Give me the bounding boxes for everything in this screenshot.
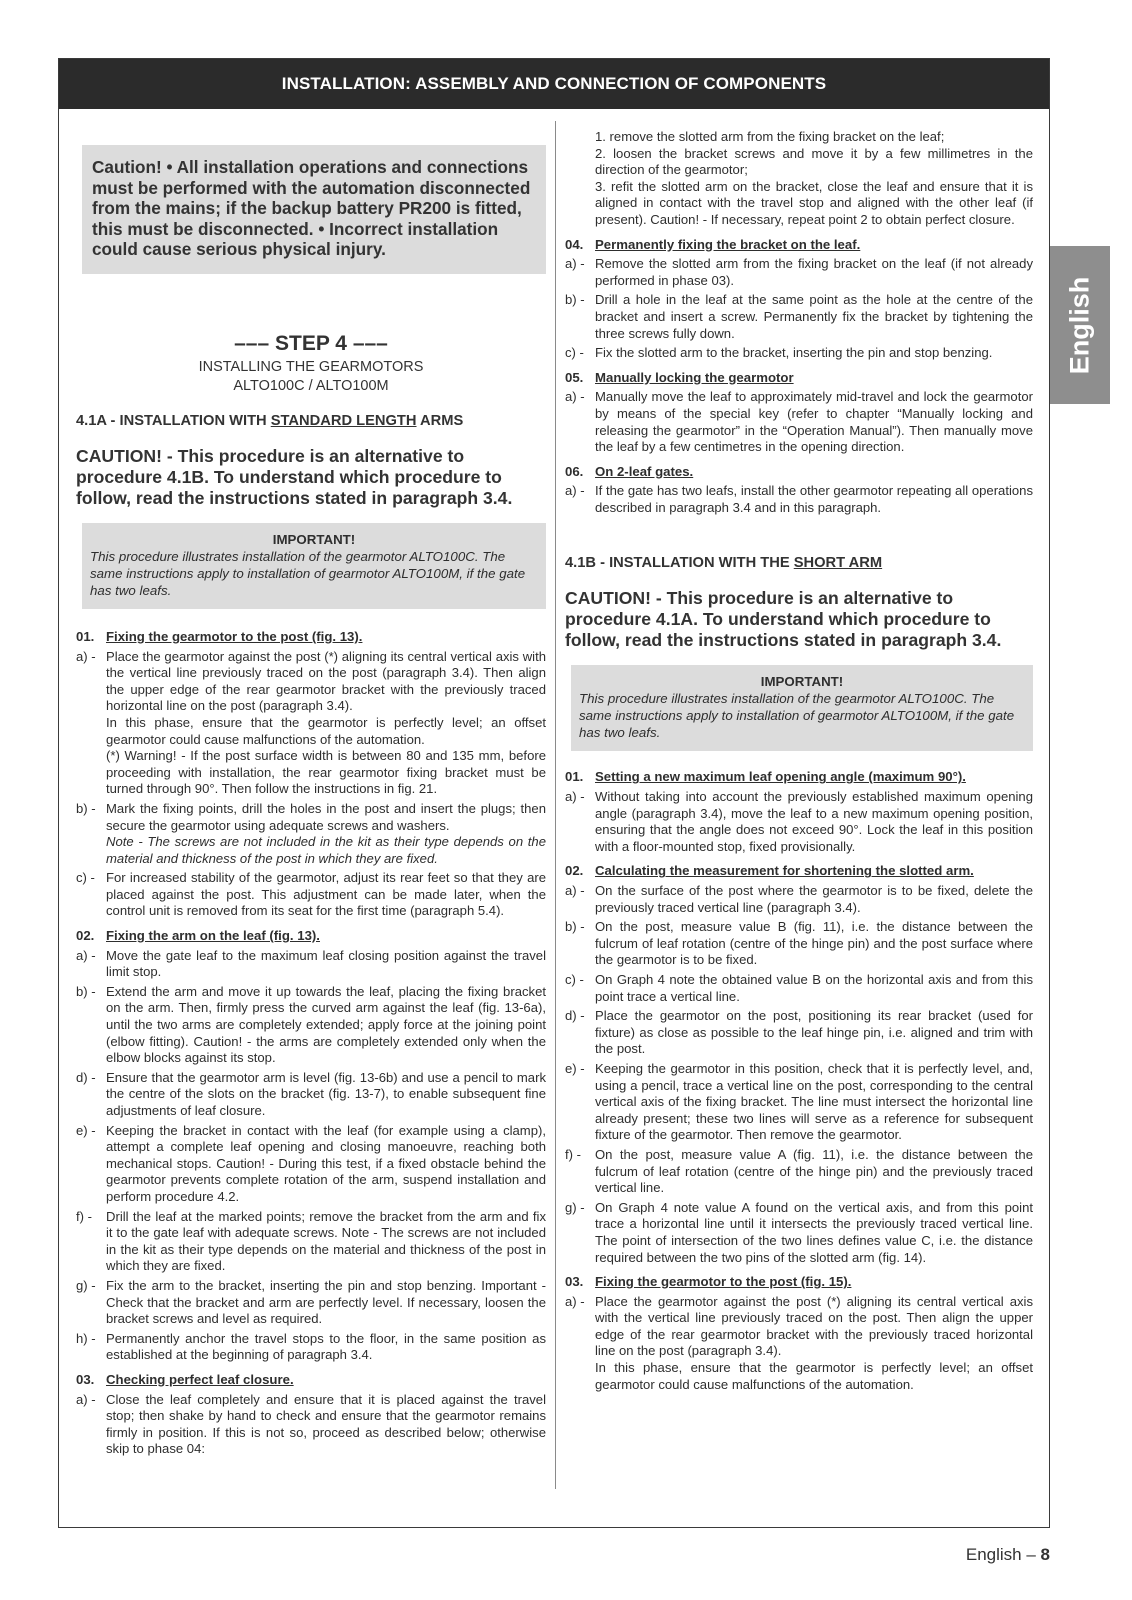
closure-steps: 1. remove the slotted arm from the fixing bracket on the leaf; 2. loosen the bracket screws and move it by a few millimetres in the direction of the gearmotor; 3. refit the slotted arm on the bracket, close the leaf and ensure that it is aligned in contact with the travel stop and aligned with the other leaf (if present). Caution! - If necessary, repeat point 2 to obtain perfect closure. [595,129,1033,227]
list-item: h) - Permanently anchor the travel stops to the floor, in the same position as established at the beginning of paragraph 3.4. [76,1330,546,1363]
phase-heading: 01. Fixing the gearmotor to the post (fig. 13). [76,628,363,644]
list-item: a) - Move the gate leaf to the maximum leaf closing position against the travel limit stop. [76,947,546,980]
list-item: b) - On the post, measure value B (fig. 11), i.e. the distance between the fulcrum of leaf rotation (centre of the hinge pin) and the post surface where the gearmotor is to be fixed. [565,919,1033,968]
list-item: c) - For increased stability of the gearmotor, adjust its rear feet so that they are placed against the post. This adjustment can be made later, when the control unit is removed from its seat for the first time (paragraph 5.4). [76,870,546,919]
page-number: 8 [1040,1545,1050,1564]
important-body: This procedure illustrates installation of the gearmotor ALTO100C. The same instructions apply to installation of gearmotor ALTO100M, if the gate has two leafs. [579,691,1015,741]
section-header: INSTALLATION: ASSEMBLY AND CONNECTION OF COMPONENTS [59,59,1049,109]
language-tab [1050,246,1110,404]
list-item: a) - Remove the slotted arm from the fixing bracket on the leaf (if not already performed in phase 03). [565,256,1033,288]
list-item: b) - Drill a hole in the leaf at the same point as the hole at the centre of the bracket and insert a screw. Permanently fix the bracket by tightening the three screws fully down. [565,292,1033,341]
phase-heading: 01. Setting a new maximum leaf opening angle (maximum 90°). [565,769,966,785]
footer-language: English [965,1545,1022,1564]
list-item: f) - On the post, measure value A (fig. 11), i.e. the distance between the fulcrum of leaf rotation (centre of the hinge pin) and the previously traced vertical line. [565,1146,1033,1196]
list-item: a) - Close the leaf completely and ensure that it is placed against the travel stop; then shake by hand to check and ensure that the gearmotor remains firmly in position. If this is not so, proceed as described below; otherwise skip to phase 04: [76,1391,546,1457]
list-item: a) - On the surface of the post where the gearmotor is to be fixed, delete the previously traced vertical line (paragraph 3.4). [565,883,1033,915]
list-item: e) - Keeping the gearmotor in this position, check that it is perfectly level, and, using a pencil, trace a vertical line on the post, corresponding to the central vertical axis of the fixing bracket. The line must intersect the horizontal line already present; these two lines will serve as a reference for subsequent fixture of the gearmotor. Then remove the gearmotor. [565,1060,1033,1143]
procedure-caution: CAUTION! - This procedure is an alternative to procedure 4.1A. To understand which procedure to follow, read the instructions stated in paragraph 3.4. [565,588,1002,651]
step-title: ––– STEP 4 ––– [234,331,388,355]
important-body: This procedure illustrates installation of the gearmotor ALTO100C. The same instructions apply to installation of gearmotor ALTO100M, if the gate has two leafs. [90,548,526,598]
phase-heading: 03. Fixing the gearmotor to the post (fig. 15). [565,1274,852,1290]
footer-separator: – [1021,1545,1041,1564]
step-heading [76,332,546,396]
list-item: a) - Place the gearmotor against the post (*) aligning its central vertical axis with the vertical line previously traced on the post. Then align the upper edge of the rear gearmotor bracket with the previously traced horizontal line on the post (paragraph 3.4). In this phase, ensure that the gearmotor is perfectly level; an offset gearmotor could cause malfunctions of the automation. [565,1293,1033,1392]
phase-heading: 05. Manually locking the gearmotor [565,369,794,385]
section-heading-4-1b: 4.1B - INSTALLATION WITH THE SHORT ARM [565,555,883,572]
list-item: a) - Manually move the leaf to approximately mid-travel and lock the gearmotor by means of the special key (refer to chapter “Manually locking and releasing the gearmotor” in the “Operation Manual”). Then manually move the leaf by a few centimetres in the opening direction. [565,389,1033,455]
important-box [82,523,546,609]
phase-heading: 04. Permanently fixing the bracket on the leaf. [565,236,861,252]
list-item: a) - Without taking into account the previously established maximum opening angle (paragraph 3.4), move the leaf to a new maximum opening position, ensuring that the angle does not exceed 90°. Lock the leaf in this position with a floor-mounted stop, fixed provisionally. [565,789,1033,854]
list-item: e) - Keeping the bracket in contact with the leaf (for example using a clamp), attempt a complete leaf opening and closing manoeuvre, reaching both mechanical stops. Caution! - During this test, if a fixed obstacle behind the gearmotor prevents complete rotation of the arm, suspend installation and perform procedure 4.2. [76,1122,546,1204]
caution-box: Caution! • All installation operations and connections must be performed with the automation disconnected from the mains; if the backup battery PR200 is fitted, this must be disconnected. • Incorrect installation could cause serious physical injury. [82,145,546,274]
list-item: g) - On Graph 4 note value A found on the vertical axis, and from this point trace a horizontal line until it intersects the previously traced vertical line. The point of intersection of the two lines defines value C, i.e. the distance required between the two pins of the slotted arm (fig. 14). [565,1199,1033,1265]
important-title: IMPORTANT! [760,674,844,690]
page-frame [58,58,1050,1528]
procedure-caution: CAUTION! - This procedure is an alternative to procedure 4.1B. To understand which procedure to follow, read the instructions stated in paragraph 3.4. [76,445,513,508]
list-item: b) - Extend the arm and move it up towards the leaf, placing the fixing bracket on the arm. Then, firmly press the curved arm against the leaf (fig. 13-6a), until the two arms are completely extended; apply force at the joining point (elbow fitting). Caution! - the arms are completely extended only when the elbow blocks against its stop. [76,983,546,1066]
list-item: d) - Place the gearmotor on the post, positioning its rear bracket (used for fixture) as close as possible to the leaf hinge pin, i.e. aligned and trim with the post. [565,1008,1033,1057]
language-tab-label: English [1064,276,1095,374]
list-item: g) - Fix the arm to the bracket, inserting the pin and stop benzing. Important - Check that the bracket and arm are perfectly level. If necessary, loosen the bracket screws and level as required. [76,1277,546,1327]
list-item: d) - Ensure that the gearmotor arm is level (fig. 13-6b) and use a pencil to mark the centre of the slots on the bracket (fig. 13-7), to enable subsequent fine adjustments of leaf closure. [76,1069,546,1118]
left-column [76,117,546,1458]
step-subtitle-1: INSTALLING THE GEARMOTORS [198,358,424,375]
phase-heading: 06. On 2-leaf gates. [565,463,694,479]
phase-heading: 02. Fixing the arm on the leaf (fig. 13). [76,928,320,944]
section-heading-4-1a: 4.1A - INSTALLATION WITH STANDARD LENGTH ARMS [76,412,464,429]
list-item: b) - Mark the fixing points, drill the holes in the post and insert the plugs; then secure the gearmotor using adequate screws and washers. Note - The screws are not included in the kit as their type depends on the material and thickness of the post in which they are fixed. [76,800,546,866]
important-box [571,665,1033,751]
list-item: c) - Fix the slotted arm to the bracket, inserting the pin and stop benzing. [565,345,993,361]
important-title: IMPORTANT! [272,531,356,547]
page-footer [966,1545,1050,1565]
step-subtitle-2: ALTO100C / ALTO100M [233,377,389,394]
list-item: a) - Place the gearmotor against the post (*) aligning its central vertical axis with the vertical line previously traced on the post (paragraph 3.4). Then align the upper edge of the rear gearmotor bracket with the previously traced horizontal line on the post (paragraph 3.4). In this phase, ensure that the gearmotor is perfectly level; an offset gearmotor could cause malfunctions of the automation. (*) Warning! - If the post surface width is between 80 and 135 mm, before proceeding with installation, the rear gearmotor fixing bracket must be turned through 90°. Then follow the instructions in fig. 21. [76,648,546,797]
list-item: a) - If the gate has two leafs, install the other gearmotor repeating all operations described in paragraph 3.4 and in this paragraph. [565,483,1033,515]
phase-heading: 03. Checking perfect leaf closure. [76,1371,294,1387]
phase-heading: 02. Calculating the measurement for shortening the slotted arm. [565,863,974,879]
right-column [565,129,1033,1393]
column-divider [555,121,556,1489]
list-item: f) - Drill the leaf at the marked points; remove the bracket from the arm and fix it to the gate leaf with adequate screws. Note - The screws are not included in the kit as their type depends on the material and thickness of the post in which they are fixed. [76,1208,546,1274]
list-item: c) - On Graph 4 note the obtained value B on the horizontal axis and from this point trace a vertical line. [565,972,1033,1004]
